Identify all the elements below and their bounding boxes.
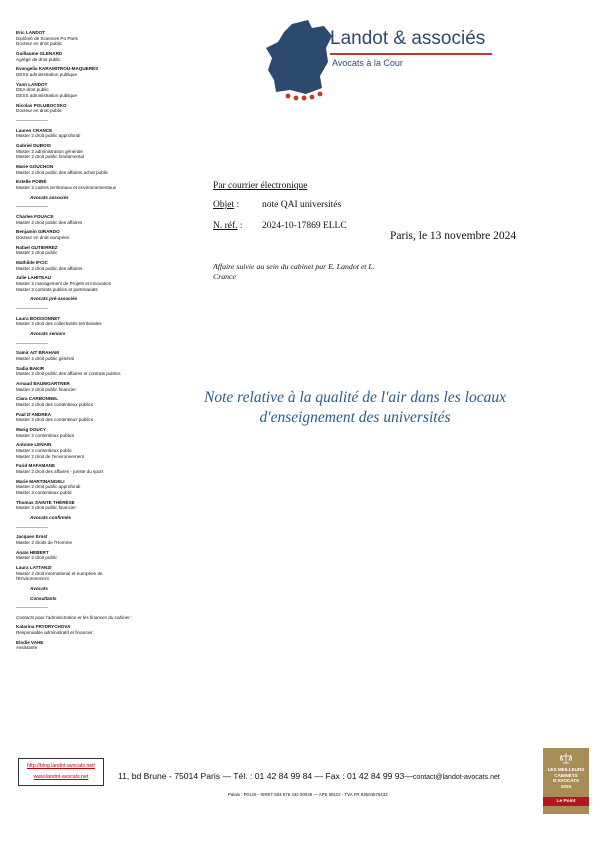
- lawyer-name: Laura BOISSONNET: [16, 315, 61, 321]
- footer-address: [118, 771, 500, 781]
- lawyer-name: Rafael GUTIERREZ: [16, 244, 58, 250]
- lawyer-entry: [16, 103, 196, 114]
- lawyer-name: Clara CARBONNEL: [16, 396, 59, 402]
- lawyer-entry: [16, 500, 196, 511]
- lawyer-entry: [16, 245, 196, 256]
- lawyer-credential: Master 2 droit public général: [16, 355, 74, 361]
- separator: ------------------------: [16, 605, 48, 611]
- lawyer-credential: Master 2 droit public des affaires: [16, 219, 83, 225]
- lawyer-entry: [16, 412, 196, 423]
- ref-sep: :: [237, 221, 243, 231]
- lawyer-name: Eric LANDOT: [16, 30, 46, 35]
- separator: ------------------------: [16, 118, 48, 124]
- lawyer-entry: [16, 30, 196, 47]
- lawyer-name: Julie LAHITEAU: [16, 275, 51, 281]
- lawyer-credential: Diplômé de Sciences Po Paris: [16, 35, 78, 41]
- lawyer-entry: [16, 260, 196, 271]
- lawyer-name: Yann LANDOT: [16, 81, 48, 87]
- lawyer-credential: Master 2 management de Projets et innovation: [16, 281, 112, 287]
- lawyer-credential: Master 2 droit des contentieux publics: [16, 401, 94, 407]
- lawyer-credential: Master 2 droit de l'environnement: [16, 453, 85, 459]
- section-label: Avocats pré-associés: [30, 296, 78, 302]
- section-label: Avocats seniors: [30, 330, 66, 336]
- lawyer-credential: Master 2 contentieux public: [16, 448, 72, 453]
- lawyer-entry: [16, 275, 196, 292]
- lawyer-entry: [16, 381, 196, 392]
- section-label: Avocats associés: [30, 194, 69, 200]
- lawyer-entry: [16, 550, 196, 561]
- lawyer-credential: Docteur en droit public: [16, 108, 62, 114]
- separator: ------------------------: [16, 340, 48, 346]
- lawyer-entry: [16, 565, 196, 582]
- france-map-icon: [266, 20, 332, 94]
- document-title: Note relative à la qualité de l'air dans les locaux d'enseignement des universités: [204, 389, 506, 426]
- separator: ------------------------: [16, 204, 48, 210]
- lawyer-entry: [16, 479, 196, 496]
- lawyer-credential: Docteur en droit européen: [16, 234, 70, 240]
- scales-icon: [560, 753, 572, 764]
- lawyer-name: Arnaud BAUMGARTNER: [16, 380, 70, 386]
- lawyer-entry: [16, 316, 196, 327]
- lawyer-entry: [16, 640, 196, 651]
- lawyer-entry: [16, 396, 196, 407]
- firm-name: Landot & associés: [330, 28, 486, 49]
- lawyer-credential: Master 2 droit des affaires - juriste du sport: [16, 468, 104, 474]
- lawyer-entry: [16, 179, 196, 190]
- lawyer-credential: Master 2 droit public financier: [16, 386, 77, 392]
- lawyer-name: Anaïs HEBERT: [16, 549, 49, 555]
- objet-value: note QAI universités: [262, 200, 342, 210]
- lawyer-name: Farid MAFAMANE: [16, 463, 56, 469]
- lawyer-entry: [16, 350, 196, 361]
- lawyer-credential: Master 2 droits de l'Homme: [16, 539, 73, 545]
- lawyer-name: Nicolas POLUBOCSKO: [16, 102, 67, 108]
- lawyer-entry: [16, 164, 196, 175]
- lawyer-name: Sadia BAKIR: [16, 365, 45, 371]
- delivery-mode: Par courrier électronique: [213, 181, 308, 191]
- section-label: Avocats confirmés: [30, 515, 72, 521]
- lawyer-credential: Master 2 contrats publics et partenariats: [16, 286, 98, 292]
- ref-line: [213, 221, 243, 231]
- lawyer-name: Laura LATTANZI: [16, 565, 52, 571]
- lawyer-entry: [16, 442, 196, 459]
- lawyer-entry: [16, 229, 196, 240]
- lawyer-name: Paul D'ANDREA: [16, 411, 52, 417]
- lawyer-name: Marie MARTINANGELI: [16, 478, 65, 484]
- lawyer-name: Estelle POIRÉ: [16, 179, 47, 185]
- lawyer-entry: [16, 624, 196, 635]
- lawyer-credential: DESS administration publique: [16, 71, 78, 77]
- lawyer-credential: Master 2 contentieux publics: [16, 432, 75, 438]
- email-link[interactable]: contact@landot-avocats.net: [412, 774, 500, 781]
- lawyer-credential: DESS administration publique: [16, 92, 78, 98]
- lawyer-credential: Docteur en droit public: [16, 41, 62, 47]
- lawyer-credential: l'Environnement: [16, 576, 49, 582]
- award-badge: [543, 748, 589, 814]
- lawyer-credential: Master 2 droit public: [16, 250, 58, 256]
- lawyer-entry: [16, 51, 196, 62]
- blog-link[interactable]: http://blog.landot-avocats.net/: [26, 763, 96, 769]
- lawyer-name: Elodie VAHE: [16, 639, 44, 645]
- separator: ------------------------: [16, 306, 48, 311]
- badge-brand: Le Point: [543, 797, 589, 806]
- links-box: [18, 758, 104, 786]
- lawyer-name: Benjamin GIRARDO: [16, 229, 60, 235]
- site-link[interactable]: www.landot-avocats.net: [33, 774, 89, 780]
- lawyer-name: Charles FOUACE: [16, 213, 54, 219]
- badge-text: LES MEILLEURS CABINETS D'AVOCATS 2024: [547, 767, 585, 789]
- lawyer-name: Antoine LENAIN: [16, 442, 52, 448]
- lawyer-credential: Master 2 droit public fondamental: [16, 154, 84, 160]
- lawyer-name: Jacques Ernst: [16, 534, 48, 540]
- lawyer-credential: Master 2 cadres territoriaux et environnementaux: [16, 184, 117, 190]
- lawyer-credential: Master 2 contentieux public: [16, 489, 72, 495]
- lawyer-name: Gabriel DUBOIS: [16, 143, 51, 149]
- address-text: 11, bd Brune - 75014 Paris — Tél. : 01 42 84 99 84 — Fax : 01 42 84 99 93—: [118, 771, 413, 781]
- lawyer-name: Thomas SAINTE THÉRÈSE: [16, 499, 75, 505]
- contacts-intro: Contacts pour l'administration et les finances du cabinet :: [16, 614, 133, 620]
- lawyer-credential: Responsable administratif et financier: [16, 629, 93, 635]
- lawyer-entry: [16, 534, 196, 545]
- lawyer-name: Marie GOUCHON: [16, 164, 54, 169]
- lawyer-list-sidebar: [16, 30, 196, 655]
- section-label: Consultants: [30, 595, 57, 601]
- lawyer-credential: Master 2 droit des contentieux publics: [16, 417, 94, 423]
- lawyer-name: Marig DOUCY: [16, 427, 47, 433]
- lawyer-name: Guillaume GLENARD: [16, 50, 63, 56]
- lawyer-entry: [16, 463, 196, 474]
- section-label: Avocats: [30, 586, 48, 591]
- firm-tagline: Avocats à la Cour: [332, 58, 403, 68]
- lawyer-name: Katarina FRYDRYCHOVA: [16, 624, 71, 630]
- lawyer-entry: [16, 214, 196, 225]
- lawyer-credential: Master 2 droit public des affaires: [16, 265, 83, 271]
- lawyer-credential: Master 2 droit public approfondi: [16, 133, 81, 139]
- lawyer-name: Samir AIT BRAHAM: [16, 350, 59, 356]
- lawyer-entry: [16, 66, 196, 77]
- lawyer-entry: [16, 143, 196, 160]
- objet-sep: :: [234, 200, 240, 210]
- legal-info: Palais : P0140 - SIRET 504 575 432 00036 — APE 6910z - TVA FR 83504575432: [228, 792, 388, 797]
- letter-date: Paris, le 13 novembre 2024: [390, 230, 517, 242]
- objet-label: Objet: [213, 200, 235, 210]
- objet-line: [213, 200, 239, 210]
- lawyer-credential: Master 2 droit international et européen de: [16, 570, 103, 576]
- lawyer-credential: Master 2 droit des collectivités territoriales: [16, 321, 102, 327]
- lawyer-entry: [16, 427, 196, 438]
- logo-rule: [330, 53, 492, 55]
- lawyer-credential: Master 2 administration générale: [16, 148, 83, 154]
- lawyer-entry: [16, 366, 196, 377]
- lawyer-name: Lauren CRANCE: [16, 127, 53, 133]
- lawyer-name: Mathilde IFCIC: [16, 260, 48, 266]
- affaire-note: Affaire suivie au sein du cabinet par E. Landot et L. Crance: [213, 262, 375, 281]
- lawyer-name: Evangelia KARAMITROU-MAQUERES: [16, 66, 99, 72]
- ref-label: N. réf.: [213, 221, 238, 231]
- lawyer-entry: [16, 82, 196, 99]
- lawyer-credential: Master 2 droit public: [16, 555, 58, 561]
- lawyer-credential: Master 2 droit public des affaires et contrats publics: [16, 371, 121, 377]
- ref-value: 2024-10-17869 ELLC: [262, 221, 347, 231]
- separator: ------------------------: [16, 524, 48, 530]
- lawyer-entry: [16, 128, 196, 139]
- lawyer-credential: Master 2 droit public approfondi: [16, 484, 81, 490]
- lawyer-credential: Agrégé de droit public: [16, 56, 61, 62]
- lawyer-credential: DEA droit public: [16, 87, 49, 93]
- lawyer-credential: Master 2 droit public des affaires achat public: [16, 169, 109, 175]
- lawyer-credential: Assistante: [16, 645, 38, 651]
- lawyer-credential: Master 2 droit public financier: [16, 505, 77, 511]
